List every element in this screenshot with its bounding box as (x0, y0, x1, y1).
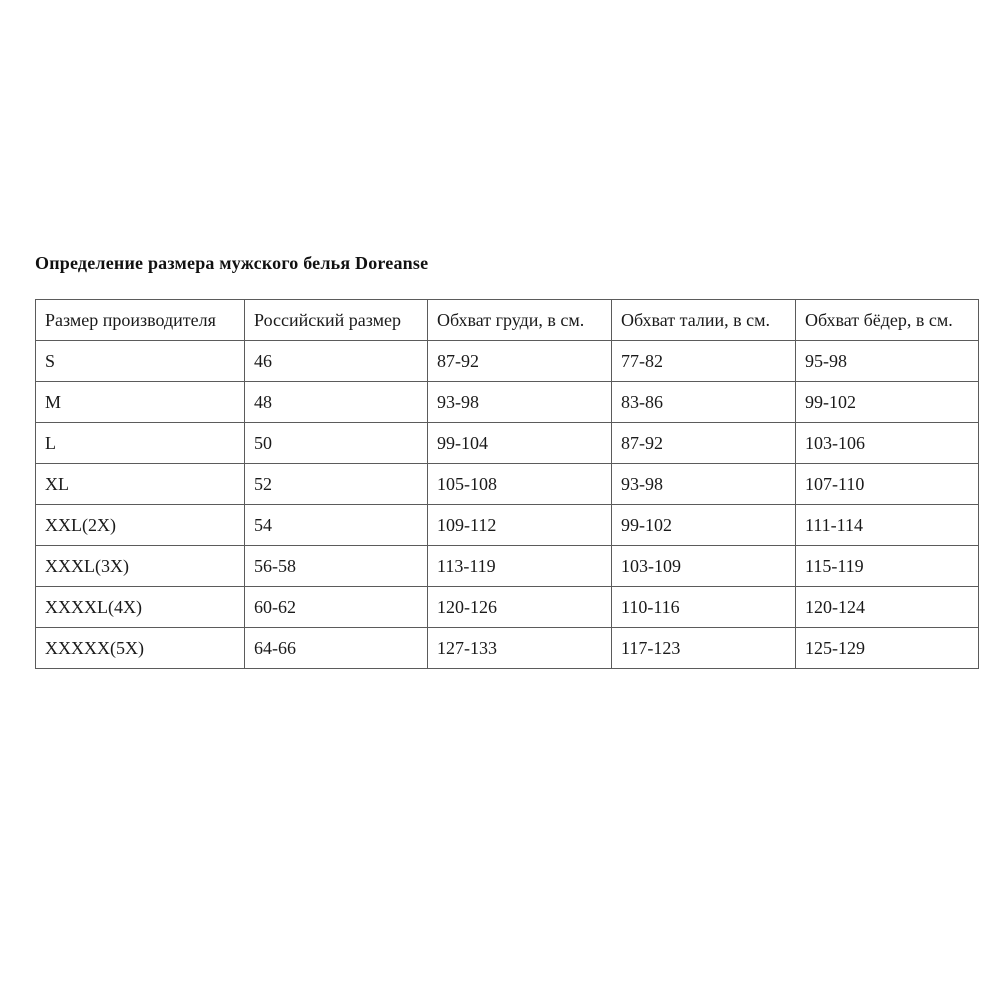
table-cell-hips: 95-98 (796, 341, 979, 382)
table-row (36, 382, 979, 423)
table-row (36, 423, 979, 464)
table-cell-chest: 109-112 (428, 505, 612, 546)
table-row (36, 505, 979, 546)
table-cell-hips: 125-129 (796, 628, 979, 669)
table-cell-russian-size: 46 (245, 341, 428, 382)
table-cell-size: L (36, 423, 245, 464)
column-header-hips: Обхват бёдер, в см. (796, 300, 979, 341)
table-cell-size: XXXXX(5X) (36, 628, 245, 669)
table-cell-waist: 87-92 (612, 423, 796, 464)
table-cell-russian-size: 50 (245, 423, 428, 464)
table-cell-russian-size: 60-62 (245, 587, 428, 628)
table-cell-hips: 115-119 (796, 546, 979, 587)
table-cell-russian-size: 52 (245, 464, 428, 505)
table-cell-hips: 107-110 (796, 464, 979, 505)
table-cell-hips: 103-106 (796, 423, 979, 464)
table-cell-russian-size: 48 (245, 382, 428, 423)
table-cell-russian-size: 64-66 (245, 628, 428, 669)
table-cell-chest: 105-108 (428, 464, 612, 505)
table-cell-hips: 99-102 (796, 382, 979, 423)
table-cell-waist: 77-82 (612, 341, 796, 382)
column-header-russian-size: Российский размер (245, 300, 428, 341)
table-cell-size: S (36, 341, 245, 382)
column-header-waist: Обхват талии, в см. (612, 300, 796, 341)
table-row (36, 546, 979, 587)
table-cell-size: XXXXL(4X) (36, 587, 245, 628)
table-cell-chest: 99-104 (428, 423, 612, 464)
table-cell-hips: 111-114 (796, 505, 979, 546)
table-cell-size: XXL(2X) (36, 505, 245, 546)
table-header-row (36, 300, 979, 341)
size-chart-table (35, 299, 979, 669)
column-header-manufacturer-size: Размер производителя (36, 300, 245, 341)
table-cell-waist: 103-109 (612, 546, 796, 587)
table-row (36, 464, 979, 505)
table-cell-waist: 110-116 (612, 587, 796, 628)
table-cell-chest: 113-119 (428, 546, 612, 587)
table-cell-waist: 83-86 (612, 382, 796, 423)
table-cell-chest: 127-133 (428, 628, 612, 669)
table-cell-chest: 87-92 (428, 341, 612, 382)
table-cell-russian-size: 56-58 (245, 546, 428, 587)
table-cell-size: XXXL(3X) (36, 546, 245, 587)
table-cell-waist: 117-123 (612, 628, 796, 669)
table-cell-chest: 120-126 (428, 587, 612, 628)
table-row (36, 628, 979, 669)
column-header-chest: Обхват груди, в см. (428, 300, 612, 341)
table-cell-size: M (36, 382, 245, 423)
table-row (36, 587, 979, 628)
table-cell-waist: 93-98 (612, 464, 796, 505)
table-cell-hips: 120-124 (796, 587, 979, 628)
table-cell-waist: 99-102 (612, 505, 796, 546)
table-cell-russian-size: 54 (245, 505, 428, 546)
table-cell-chest: 93-98 (428, 382, 612, 423)
table-row (36, 341, 979, 382)
table-cell-size: XL (36, 464, 245, 505)
page-title: Определение размера мужского белья Doreanse (35, 253, 429, 273)
